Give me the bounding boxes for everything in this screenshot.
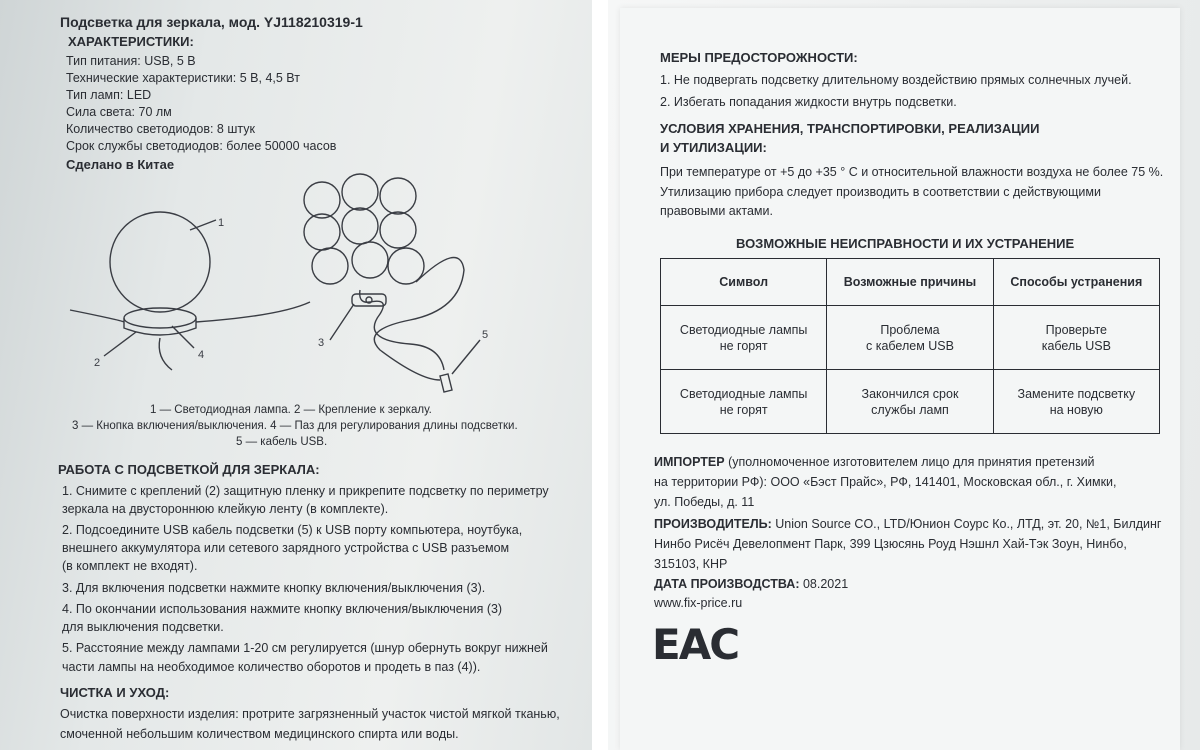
diagram-caption: 5 — кабель USB. [236,436,328,448]
importer-line: на территории РФ): ООО «Бэст Прайс», РФ, 141401, Московская обл., г. Химки, [654,475,1117,489]
table-row [661,306,1160,370]
storage-heading: УСЛОВИЯ ХРАНЕНИЯ, ТРАНСПОРТИРОВКИ, РЕАЛИЗАЦИИ [660,121,1040,136]
table-row [661,370,1160,434]
callout-label: 3 [318,337,325,349]
spec-line: Сила света: 70 лм [66,105,172,119]
storage-line: При температуре от +5 до +35 ° С и относительной влажности воздуха не более 75 %. [660,165,1164,179]
lamp-diagram [60,170,530,400]
manufacturer-line: ПРОИЗВОДИТЕЛЬ: Union Source CO., LTD/Юнион Соурс Ко., ЛТД, эт. 20, №1, Билдинг [654,517,1162,531]
production-date: ДАТА ПРОИЗВОДСТВА: 08.2021 [654,577,849,591]
usage-line: части лампы на необходимое количество оборотов и продеть в паз (4)). [62,660,481,674]
callout-label: 1 [218,217,225,229]
spec-line: Тип питания: USB, 5 В [66,54,196,68]
column-header: Символ [661,259,827,306]
spec-line: Количество светодиодов: 8 штук [66,122,255,136]
usage-line: 2. Подсоедините USB кабель подсветки (5) к USB порту компьютера, ноутбука, [62,523,523,537]
column-header: Способы устранения [993,259,1159,306]
callout-label: 2 [94,357,101,369]
diagram-caption: 3 — Кнопка включения/выключения. 4 — Паз для регулирования длины подсветки. [72,420,518,432]
manufacturer-line: 315103, КНР [654,557,728,571]
precaution-line: 2. Избегать попадания жидкости внутрь подсветки. [660,95,957,109]
table-header-row [661,259,1160,306]
usage-heading: РАБОТА С ПОДСВЕТКОЙ ДЛЯ ЗЕРКАЛА: [58,462,320,477]
usage-line: 5. Расстояние между лампами 1-20 см регулируется (шнур обернуть вокруг нижней [62,641,548,655]
product-title: Подсветка для зеркала, мод. YJ118210319-1 [60,14,363,30]
left-page [0,0,592,750]
spec-line: Технические характеристики: 5 В, 4,5 Вт [66,71,300,85]
usage-line: 3. Для включения подсветки нажмите кнопку включения/выключения (3). [62,581,486,595]
table-cell: Проблема с кабелем USB [827,306,993,370]
eac-mark: EAC [652,620,739,669]
storage-line: Утилизацию прибора следует производить в соответствии с действующими [660,185,1101,199]
importer-line: ул. Победы, д. 11 [654,495,755,509]
storage-line: правовыми актами. [660,204,773,218]
care-line: Очистка поверхности изделия: протрите загрязненный участок чистой мягкой тканью, [60,707,560,721]
care-heading: ЧИСТКА И УХОД: [60,685,170,700]
usage-line: зеркала на двустороннюю клейкую ленту (в комплекте). [62,502,389,516]
usage-line: (в комплект не входят). [62,559,198,573]
callout-label: 5 [482,329,489,341]
precaution-line: 1. Не подвергать подсветку длительному воздействию прямых солнечных лучей. [660,73,1132,87]
precautions-heading: МЕРЫ ПРЕДОСТОРОЖНОСТИ: [660,50,858,65]
table-cell: Проверьте кабель USB [993,306,1159,370]
spec-line: Срок службы светодиодов: более 50000 часов [66,139,337,153]
made-in: Сделано в Китае [66,157,175,172]
column-header: Возможные причины [827,259,993,306]
specs-heading: ХАРАКТЕРИСТИКИ: [68,34,194,49]
right-page [608,0,1200,750]
table-cell: Замените подсветку на новую [993,370,1159,434]
usage-line: для выключения подсветки. [62,620,224,634]
care-line: смоченной небольшим количеством медицинского спирта или воды. [60,727,459,741]
usage-line: 4. По окончании использования нажмите кнопку включения/выключения (3) [62,602,503,616]
importer-line: ИМПОРТЕР (уполномоченное изготовителем лицо для принятия претензий [654,455,1095,469]
website: www.fix-price.ru [654,596,743,610]
lamp-bulb [110,212,210,312]
manufacturer-line: Нинбо Рисёч Девелопмент Парк, 399 Цзюсянь Роуд Нэшнл Хай-Тэк Зоун, Нинбо, [654,537,1127,551]
page-gap [592,0,608,750]
lamp-mount [124,308,196,328]
table-cell: Светодиодные лампы не горят [661,306,827,370]
faults-heading: ВОЗМОЖНЫЕ НЕИСПРАВНОСТИ И ИХ УСТРАНЕНИЕ [736,236,1075,251]
storage-heading: И УТИЛИЗАЦИИ: [660,140,767,155]
table-cell: Светодиодные лампы не горят [661,370,827,434]
faults-table [660,258,1160,434]
usage-line: 1. Снимите с креплений (2) защитную пленку и прикрепите подсветку по периметру [62,484,549,498]
table-cell: Закончился срок службы ламп [827,370,993,434]
spec-line: Тип ламп: LED [66,88,152,102]
usage-line: внешнего аккумулятора или сетевого зарядного устройства с USB разъемом [62,541,510,555]
callout-label: 4 [198,349,205,361]
diagram-caption: 1 — Светодиодная лампа. 2 — Крепление к зеркалу. [150,404,432,416]
